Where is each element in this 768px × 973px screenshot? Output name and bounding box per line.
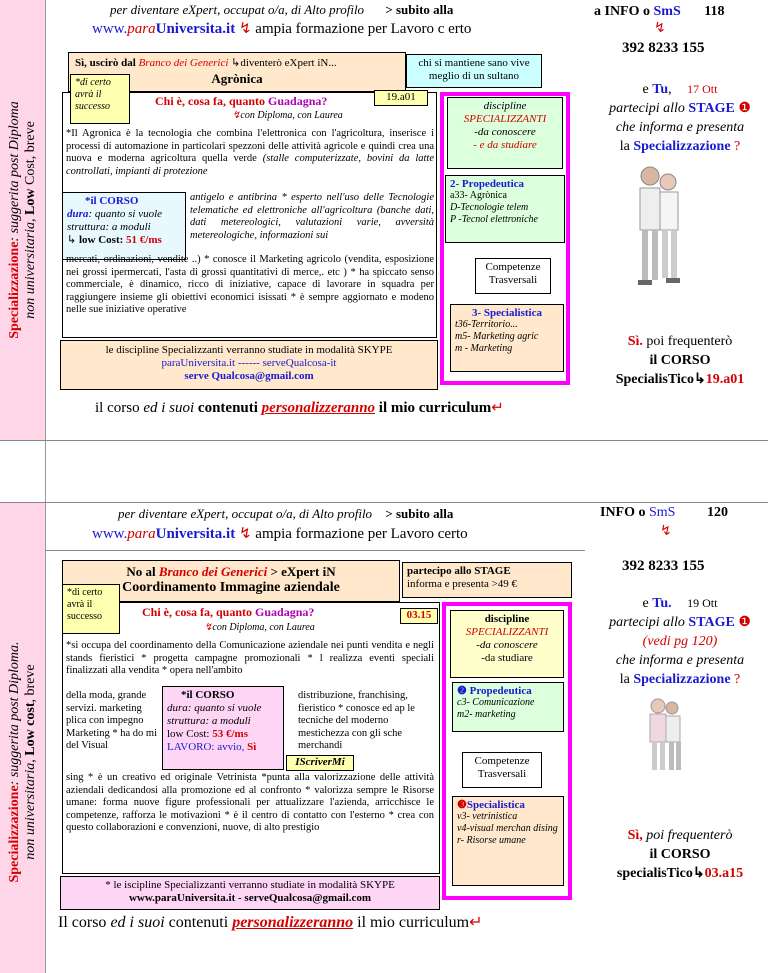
circled-one-icon: ❶ [738, 101, 751, 116]
circled-one-icon: ❶ [738, 615, 751, 630]
figure-illustration [628, 160, 688, 290]
competenze-box: Competenze Trasversali [475, 258, 551, 294]
return-arrow-icon: ↵ [469, 914, 483, 931]
email-link[interactable]: www.paraUniversita.it - serveQualcosa@gmail.com [128, 892, 372, 904]
right-column-top-footer: Sì. poi frequenterò il CORSO SpecialisTico↳19.a01 [615, 334, 745, 387]
curriculum-line: Il corso ed i suoi contenuti personalizzeranno il mio curriculum↵ [58, 914, 483, 931]
motto-box: chi si mantiene sano vive meglio di un sultano [406, 54, 542, 88]
description-text: sing * è un creativo ed originale Vetrinista *punta alla valorizzazione delle attività aziendali dedicandosi alla promozione ed al confronto * valorizza sempre le Risorse umane: forma nuove figure professionali per attualizzare l'azienda, arricchisce le competenze, rafforza le motivazioni * è il centro di contatto con l'esterno * crea con questo collaborazioni e convenzioni, nuove, di alto prestigio [66, 772, 434, 833]
diploma-line: ↯con Diploma, con Laurea [232, 110, 343, 121]
right-column-bottom: e Tu. 19 Ott partecipi allo STAGE ❶ (vedi pg 120) che informa e presenta la Specializzazione ? [609, 596, 751, 687]
success-note: *di certo avrà il successo [70, 74, 130, 124]
top-info: a INFO o SmS 118 [594, 4, 725, 19]
divider [0, 440, 768, 441]
sidebar-top-text: Specializzazione: suggerita post Diploma non universitaria, Low Cost, breve [6, 101, 38, 339]
page-number: 120 [706, 505, 728, 520]
bottom-header-line1: per diventare eXpert, occupat o/a, di Alto profilo > subito alla [118, 506, 454, 521]
lightning-icon: ↯ [238, 21, 252, 37]
bottom-header-line2: www.paraUniversita.it ↯ ampia formazione per Lavoro certo [92, 526, 468, 542]
sidebar-middle [0, 440, 46, 502]
sidebar-bottom [0, 550, 46, 973]
question-heading: Chi è, cosa fa, quanto Guadagna? [155, 94, 328, 108]
question-heading: Chi è, cosa fa, quanto Guadagna? [142, 605, 315, 619]
page-number: 118 [704, 4, 725, 19]
propedeutica-box: ❷ Propedeutica c3- Comunicazione m2- marketing [452, 682, 564, 732]
right-column-bottom-footer: Sì, poi frequenterò il CORSO specialisTico↳03.a15 [616, 828, 744, 881]
course-title: Coordinamento Immagine aziendale [122, 580, 340, 595]
description-text: distribuzione, franchising, fieristico * conosce ed ap le tecniche del moderno mestichezza con gli sche merchandi [298, 690, 415, 751]
right-column-top: e Tu, 17 Ott partecipi allo STAGE ❶ che informa e presenta la Specializzazione ? [609, 82, 751, 154]
corso-box: *il CORSO dura: quanto si vuole struttura: a moduli ↳ low Cost: 51 €/ms [62, 192, 186, 260]
description-text: antigelo e antibrina * esperto nell'uso delle Tecnologie telematiche ed elettroniche all'agricoltura (banche dati, dati metereologici, valutazioni varie, avversità metereologiche, informazioni sui [190, 192, 434, 241]
course-code-badge: 19.a01 [374, 90, 428, 106]
success-note: *di certo avrà il successo [62, 584, 120, 634]
description-text: *si occupa del coordinamento della Comunicazione aziendale nei punti vendita e negli stands fieristici * progetta campagne promozionali * l realizza eventi speciali finalizzati alla vendita * opera nell'ambito [66, 640, 434, 676]
return-arrow-icon: ↳ [231, 57, 241, 69]
top-header-line1: per diventare eXpert, occupat o/a, di Alto profilo > subito alla [110, 2, 454, 17]
disciplines-box: discipline SPECIALIZZANTI -da conoscere - e da studiare [447, 97, 563, 169]
top-header-line2: www.paraUniversita.it ↯ ampia formazione per Lavoro c erto [92, 21, 472, 37]
curriculum-line: il corso ed i suoi contenuti personalizzeranno il mio curriculum↵ [95, 400, 504, 416]
description-text: *Il Agronica è la tecnologia che combina l'elettronica con l'agricoltura, inserisce i processi di automazione in particolari spezzoni delle attività agricole e quindi crea una nuova e moderna agricoltura quella verde (stalle computerizzate, bovini da latte controllati, impianti di protezione [66, 128, 435, 177]
site-link[interactable]: www.paraUniversita.it [92, 526, 236, 542]
phone-number[interactable]: 392 8233 155 [622, 558, 705, 574]
skype-box: * le iscipline Specializzanti verranno studiate in modalità SKYPE www.paraUniversita.it - serveQualcosa@gmail.com [60, 876, 440, 910]
disciplines-box: discipline SPECIALIZZANTI -da conoscere -da studiare [450, 610, 564, 678]
skype-box: le discipline Specializzanti verranno studiate in modalità SKYPE paraUniversita.it ------ serveQualcosa-it serve Qualcosa@gmail.com [60, 340, 438, 390]
site-link[interactable]: www.paraUniversita.it [92, 21, 236, 37]
return-arrow-icon: ↳ [67, 234, 77, 246]
diploma-line: ↯con Diploma, con Laurea [204, 622, 315, 633]
sidebar-bottom-text: Specializzazione: suggerita post Diploma. non universitaria, Low cost, breve [6, 640, 38, 883]
course-code-badge: 03.15 [400, 608, 438, 624]
circled-three-icon: ❸ [457, 799, 467, 811]
sidebar-top [0, 0, 46, 440]
divider [0, 502, 768, 503]
corso-box: *il CORSO dura: quanto si vuole struttura: a moduli low Cost: 53 €/ms LAVORO: avvio, Sì [162, 686, 284, 770]
specialistica-box: 3- Specialistica t36-Territorio... m5- Marketing agric m - Marketing [450, 304, 564, 372]
divider [45, 550, 585, 551]
lightning-icon: ↯ [654, 21, 666, 36]
phone-number[interactable]: 392 8233 155 [622, 40, 705, 56]
description-text: mercati, ordinazioni, vendite ..) * conosce il Marketing agricolo (vendita, esposizione nei grossi ipermercati, l'asta di grossi quantitativi di merce,. etc ) * ha spiccato senso commerciale, è dinamico, ricco di iniziative, capace di lavorare in squadra per raggiungere insieme gli obiettivi economici isissati * è sempre aggiornato e modeno nelle sue iniziative operative [66, 254, 434, 315]
circled-two-icon: ❷ [457, 685, 467, 697]
specialistica-box: ❸Specialistica v3- vetrinistica v4-visual merchan dising r- Risorse umane [452, 796, 564, 886]
email-link[interactable]: serve Qualcosa@gmail.com [184, 370, 314, 382]
course-title-line: Sì, uscirò dal Branco dei Generici ↳diventerò eXpert iN... [75, 57, 337, 69]
lightning-icon: ↯ [238, 526, 252, 542]
competenze-box: Competenze Trasversali [462, 752, 542, 788]
lightning-icon: ↯ [660, 524, 672, 539]
stage-box: partecipo allo STAGE informa e presenta >49 € [402, 562, 572, 598]
sidebar-bottom-header [0, 502, 46, 550]
return-arrow-icon: ↵ [491, 400, 504, 416]
propedeutica-box: 2- Propedeutica a33- Agrònica D-Tecnologie telem P -Tecnol elettroniche [445, 175, 565, 243]
figure-illustration [642, 696, 688, 776]
course-title-box: No al Branco dei Generici > eXpert iN Coordinamento Immagine aziendale [62, 560, 400, 602]
description-text: della moda, grande servizi. marketing plica con impegno Marketing * ha do mi del Visual [66, 690, 157, 751]
bottom-info: INFO o SmS 120 [600, 505, 728, 520]
iscrivermi-button[interactable]: IScriverMi [286, 755, 354, 771]
course-title: Agrònica [211, 71, 263, 86]
